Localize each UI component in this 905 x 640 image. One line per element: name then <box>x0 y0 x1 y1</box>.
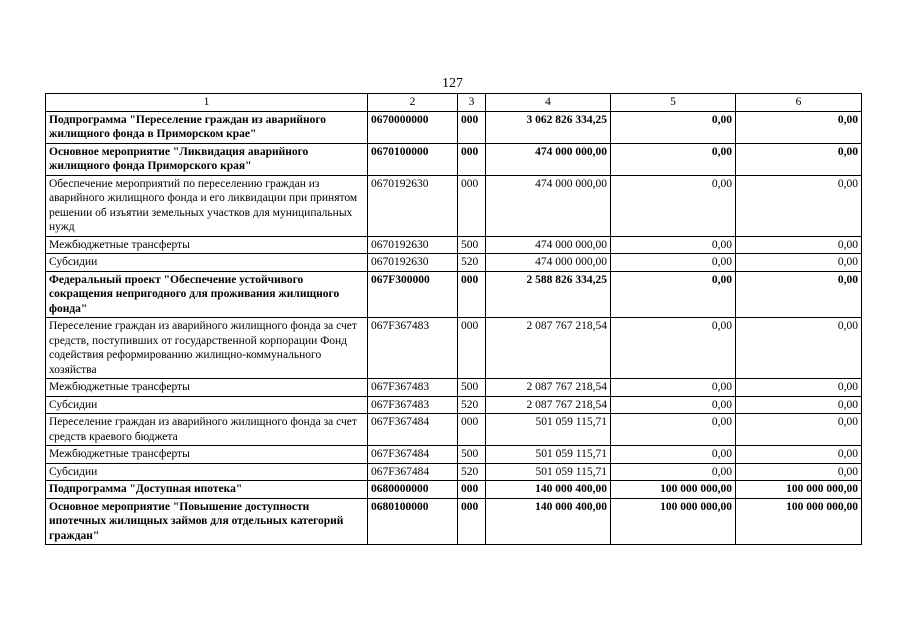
table-header-row <box>46 94 862 112</box>
amount-year2-cell: 100 000 000,00 <box>611 498 736 545</box>
amount-year2-cell: 0,00 <box>611 414 736 446</box>
target-article-code-cell: 0680100000 <box>368 498 458 545</box>
row-name-cell: Переселение граждан из аварийного жилищного фонда за счет средств, поступивших от государственной корпорации Фонд содействия реформированию жилищно-коммунального хозяйства <box>46 318 368 379</box>
row-name-cell: Субсидии <box>46 254 368 272</box>
target-article-code-cell: 0670192630 <box>368 175 458 236</box>
target-article-code-cell: 067F367484 <box>368 446 458 464</box>
amount-year3-cell: 0,00 <box>736 463 862 481</box>
row-name-cell: Межбюджетные трансферты <box>46 236 368 254</box>
amount-year1-cell: 474 000 000,00 <box>486 254 611 272</box>
target-article-code-cell: 067F367483 <box>368 396 458 414</box>
amount-year3-cell: 0,00 <box>736 254 862 272</box>
row-name-cell: Межбюджетные трансферты <box>46 379 368 397</box>
column-header: 4 <box>486 94 611 112</box>
amount-year2-cell: 0,00 <box>611 379 736 397</box>
target-article-code-cell: 0670192630 <box>368 254 458 272</box>
row-name-cell: Федеральный проект "Обеспечение устойчивого сокращения непригодного для проживания жилищного фонда" <box>46 271 368 318</box>
expense-type-code-cell: 500 <box>458 236 486 254</box>
expense-type-code-cell: 500 <box>458 379 486 397</box>
table-row <box>46 414 862 446</box>
row-name-cell: Переселение граждан из аварийного жилищного фонда за счет средств краевого бюджета <box>46 414 368 446</box>
table-row <box>46 446 862 464</box>
amount-year3-cell: 0,00 <box>736 111 862 143</box>
column-header: 5 <box>611 94 736 112</box>
expense-type-code-cell: 000 <box>458 175 486 236</box>
expense-type-code-cell: 000 <box>458 481 486 499</box>
target-article-code-cell: 067F300000 <box>368 271 458 318</box>
row-name-cell: Субсидии <box>46 463 368 481</box>
table-row <box>46 236 862 254</box>
expense-type-code-cell: 520 <box>458 463 486 481</box>
row-name-cell: Основное мероприятие "Повышение доступности ипотечных жилищных займов для отдельных категорий граждан" <box>46 498 368 545</box>
table-row <box>46 379 862 397</box>
row-name-cell: Подпрограмма "Доступная ипотека" <box>46 481 368 499</box>
table-row <box>46 318 862 379</box>
row-name-cell: Субсидии <box>46 396 368 414</box>
table-row <box>46 463 862 481</box>
page-number: 127 <box>442 76 463 91</box>
amount-year3-cell: 0,00 <box>736 379 862 397</box>
amount-year1-cell: 2 087 767 218,54 <box>486 379 611 397</box>
target-article-code-cell: 067F367483 <box>368 318 458 379</box>
expense-type-code-cell: 000 <box>458 414 486 446</box>
target-article-code-cell: 067F367484 <box>368 414 458 446</box>
amount-year2-cell: 0,00 <box>611 254 736 272</box>
amount-year1-cell: 501 059 115,71 <box>486 414 611 446</box>
column-header: 6 <box>736 94 862 112</box>
expense-type-code-cell: 000 <box>458 318 486 379</box>
amount-year3-cell: 0,00 <box>736 271 862 318</box>
table-row <box>46 254 862 272</box>
amount-year2-cell: 0,00 <box>611 463 736 481</box>
table-row <box>46 143 862 175</box>
expense-type-code-cell: 000 <box>458 498 486 545</box>
amount-year3-cell: 0,00 <box>736 446 862 464</box>
amount-year2-cell: 0,00 <box>611 396 736 414</box>
target-article-code-cell: 067F367483 <box>368 379 458 397</box>
amount-year1-cell: 474 000 000,00 <box>486 175 611 236</box>
amount-year1-cell: 3 062 826 334,25 <box>486 111 611 143</box>
target-article-code-cell: 0670100000 <box>368 143 458 175</box>
amount-year2-cell: 0,00 <box>611 318 736 379</box>
row-name-cell: Обеспечение мероприятий по переселению граждан из аварийного жилищного фонда и его ликвидации при принятом решении об изъятии земельных участков для муниципальных нужд <box>46 175 368 236</box>
column-header: 3 <box>458 94 486 112</box>
table-row <box>46 396 862 414</box>
expense-type-code-cell: 520 <box>458 396 486 414</box>
column-header: 1 <box>46 94 368 112</box>
target-article-code-cell: 0680000000 <box>368 481 458 499</box>
amount-year3-cell: 0,00 <box>736 318 862 379</box>
amount-year3-cell: 0,00 <box>736 236 862 254</box>
target-article-code-cell: 0670192630 <box>368 236 458 254</box>
amount-year1-cell: 474 000 000,00 <box>486 236 611 254</box>
amount-year2-cell: 0,00 <box>611 111 736 143</box>
amount-year2-cell: 0,00 <box>611 143 736 175</box>
row-name-cell: Основное мероприятие "Ликвидация аварийного жилищного фонда Приморского края" <box>46 143 368 175</box>
expense-type-code-cell: 520 <box>458 254 486 272</box>
expense-type-code-cell: 000 <box>458 111 486 143</box>
amount-year1-cell: 2 588 826 334,25 <box>486 271 611 318</box>
expense-type-code-cell: 000 <box>458 271 486 318</box>
amount-year1-cell: 2 087 767 218,54 <box>486 318 611 379</box>
target-article-code-cell: 0670000000 <box>368 111 458 143</box>
expense-type-code-cell: 500 <box>458 446 486 464</box>
amount-year2-cell: 0,00 <box>611 236 736 254</box>
table-row <box>46 111 862 143</box>
amount-year2-cell: 0,00 <box>611 271 736 318</box>
target-article-code-cell: 067F367484 <box>368 463 458 481</box>
table-row <box>46 175 862 236</box>
amount-year1-cell: 474 000 000,00 <box>486 143 611 175</box>
expense-type-code-cell: 000 <box>458 143 486 175</box>
amount-year1-cell: 140 000 400,00 <box>486 498 611 545</box>
table-row <box>46 481 862 499</box>
column-header: 2 <box>368 94 458 112</box>
amount-year2-cell: 0,00 <box>611 175 736 236</box>
amount-year2-cell: 100 000 000,00 <box>611 481 736 499</box>
budget-table <box>45 93 862 545</box>
amount-year2-cell: 0,00 <box>611 446 736 464</box>
amount-year3-cell: 0,00 <box>736 396 862 414</box>
amount-year1-cell: 140 000 400,00 <box>486 481 611 499</box>
amount-year1-cell: 501 059 115,71 <box>486 463 611 481</box>
row-name-cell: Подпрограмма "Переселение граждан из аварийного жилищного фонда в Приморском крае" <box>46 111 368 143</box>
amount-year1-cell: 501 059 115,71 <box>486 446 611 464</box>
amount-year3-cell: 0,00 <box>736 414 862 446</box>
table-body <box>46 111 862 545</box>
amount-year3-cell: 0,00 <box>736 175 862 236</box>
amount-year3-cell: 100 000 000,00 <box>736 498 862 545</box>
amount-year1-cell: 2 087 767 218,54 <box>486 396 611 414</box>
amount-year3-cell: 100 000 000,00 <box>736 481 862 499</box>
amount-year3-cell: 0,00 <box>736 143 862 175</box>
table-row <box>46 271 862 318</box>
table-row <box>46 498 862 545</box>
row-name-cell: Межбюджетные трансферты <box>46 446 368 464</box>
